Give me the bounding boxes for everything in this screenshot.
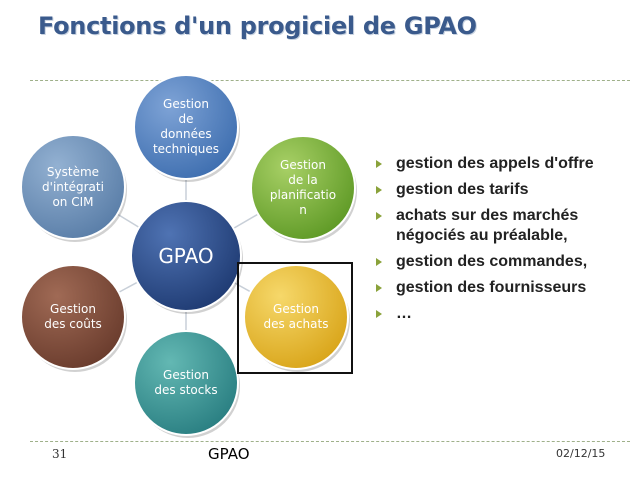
node-label-stocks: Gestion des stocks: [154, 368, 218, 397]
bullet-item: …: [372, 304, 634, 324]
bullet-arrow-icon: [376, 160, 382, 168]
node-circle-stocks: [134, 331, 238, 435]
node-circle-achats: [244, 265, 348, 369]
slide-number: 31: [52, 447, 68, 461]
bullet-item: gestion des appels d'offre: [372, 154, 634, 174]
bullet-item: achats sur des marchés négociés au préalable,: [372, 206, 634, 246]
bullet-item: gestion des tarifs: [372, 180, 634, 200]
bullet-item: gestion des commandes,: [372, 252, 634, 272]
node-circle-cim: [21, 135, 125, 239]
bullet-arrow-icon: [376, 284, 382, 292]
bullet-item: gestion des fournisseurs: [372, 278, 634, 298]
slide-title: Fonctions d'un progiciel de GPAO: [38, 12, 477, 40]
node-label-couts: Gestion des coûts: [44, 302, 102, 331]
center-label: GPAO: [158, 244, 214, 268]
node-circle-center: [131, 201, 241, 311]
node-label-achats: Gestion des achats: [263, 302, 329, 331]
node-circle-planification: [251, 136, 355, 240]
diagram-circles: [21, 75, 357, 438]
bullet-arrow-icon: [376, 258, 382, 266]
bullet-arrow-icon: [376, 212, 382, 220]
node-label-planification: Gestion de la planificatio n: [269, 158, 337, 217]
node-circle-donnees: [134, 75, 238, 179]
node-label-donnees: Gestion de données techniques: [152, 97, 220, 156]
footer-divider: [30, 441, 630, 442]
function-bullet-list: [372, 154, 634, 330]
footer-date: 02/12/15: [556, 447, 606, 460]
bullet-arrow-icon: [376, 186, 382, 194]
node-label-cim: Système d'intégrati on CIM: [42, 164, 104, 209]
node-circle-couts: [21, 265, 125, 369]
footer-text: GPAO: [208, 445, 250, 463]
bullet-arrow-icon: [376, 310, 382, 318]
